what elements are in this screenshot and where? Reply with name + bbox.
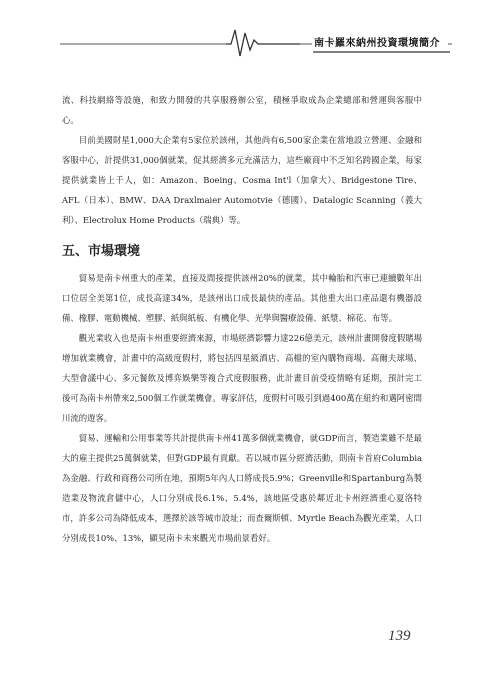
- main-content: [62, 90, 422, 548]
- paragraph: 貿易是南卡州重大的產業，直接及間接提供該州20%的就業，其中輪胎和汽車已連續數年出口位居全美第1位，成長高達34%，是該州出口成長最快的產品。其他重大出口產品還有機器設備、橡膠、電動機械、塑膠、紙與紙板、有機化學、光學與醫療設備、紙漿、棉花、布等。: [62, 273, 422, 323]
- paragraph: 流、科技網絡等設施，和致力開發的共享服務辦公室，積極爭取成為企業總部和營運與客服中心。: [62, 95, 422, 125]
- heartbeat-line-decoration: [0, 0, 480, 70]
- section-heading: 五、市場環境: [62, 244, 141, 259]
- header-title: 南卡羅來納州投資環境簡介: [314, 38, 440, 49]
- paragraph: 目前美國財星1,000大企業有5家位於該州，其他尚有6,500家企業在當地設立營運、金融和客服中心，計提供31,000個就業，促其經濟多元充滿活力，這些廠商中不乏知名跨國企業，每家提供就業皆上千人，如：Amazon、Boeing、Cosma Int'l（加拿大）、Bridgestone Tire、AFL（日本）、BMW、DAA Draxlmaier Automotvie（德國）、Datalogic Scanning（義大利）、Electrolux Home Products（瑞典）等。: [62, 135, 422, 225]
- page-number: 139: [388, 628, 411, 644]
- page-header: [0, 0, 480, 70]
- paragraph: 貿易、運輸和公用事業等共計提供南卡州41萬多個就業機會，就GDP而言，製造業雖不是最大的雇主提供25萬個就業，但對GDP最有貢獻。若以城市區分經濟活動，則南卡首府Columbia為金融、行政和商務公司所在地，預期5年內人口將成長5.9%；Greenville和Spartanburg為製造業及物流倉儲中心，人口分別成長6.1%、5.4%，該地區受惠於鄰近北卡州經濟重心夏洛特市，許多公司為降低成本，選擇於該等城市設址；而查爾斯頓、Myrtle Beach為觀光產業，人口分別成長10%、13%，顯見南卡未來觀光市場前景看好。: [62, 433, 422, 543]
- paragraph: 觀光業收入也是南卡州重要經濟來源，市場經濟影響力達226億美元，該州計畫開發度假賭場增加就業機會，計畫中的高級度假村，將包括四星級酒店、高檔的室內購物商場、高爾夫球場、大型會議中心、多元餐飲及博弈娛樂等複合式度假服務，此計畫目前受疫情略有延期，預計完工後可為南卡州帶來2,500個工作就業機會。專家評估，度假村可吸引到過400萬在紐約和邁阿密間川流的遊客。: [62, 333, 422, 423]
